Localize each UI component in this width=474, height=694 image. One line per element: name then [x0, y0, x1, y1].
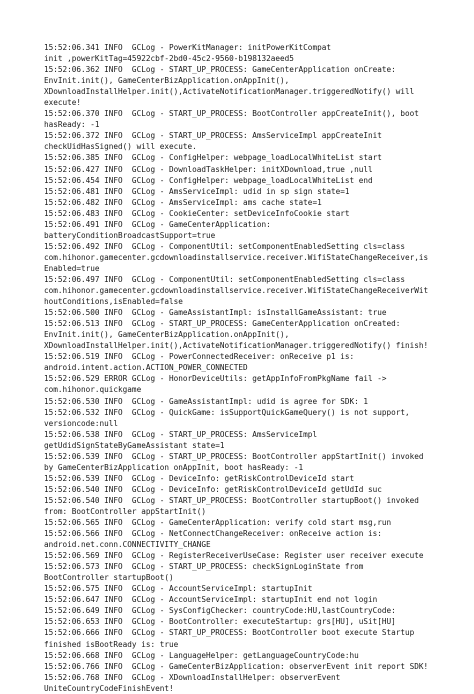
log-line: XDownloadInstallHelper.init(),ActivateNotificationManager.triggeredNotify() finish!	[44, 341, 429, 351]
log-line: 15:52:06.385 INFO GCLog - ConfigHelper: webpage_loadLocalWhiteList start	[44, 153, 382, 163]
log-line: 15:52:06.492 INFO GCLog - ComponentUtil: setComponentEnabledSetting cls=class	[44, 241, 406, 251]
log-line: 15:52:06.427 INFO GCLog - DownloadTaskHelper: initXDownload,true ,null	[44, 164, 373, 174]
log-line: 15:52:06.341 INFO GCLog - PowerKitManager: initPowerKitCompat	[44, 43, 331, 52]
log-line: 15:52:06.491 INFO GCLog - GameCenterApplication:	[44, 219, 271, 229]
log-line: 15:52:06.529 ERROR GCLog - HonorDeviceUtils: getAppInfoFromPkgName fail ->	[44, 374, 387, 384]
log-line: checkUidHasSigned() will execute.	[44, 142, 197, 152]
log-line: 15:52:06.565 INFO GCLog - GameCenterApplication: verify cold start msg,run	[44, 518, 392, 528]
log-line: 15:52:06.569 INFO GCLog - RegisterReceiverUseCase: Register user receiver execute	[44, 551, 424, 561]
log-line: versioncode:null	[44, 418, 119, 428]
log-line: com.hihonor.quickgame	[44, 385, 142, 395]
log-line: 15:52:06.482 INFO GCLog - AmsServiceImpl: ams cache state=1	[44, 197, 322, 207]
log-line: 15:52:06.666 INFO GCLog - START_UP_PROCESS: BootController boot execute Startup	[44, 628, 415, 638]
log-line: getUdidSignStateByGameAssistant state=1	[44, 440, 225, 450]
log-line: 15:52:06.647 INFO GCLog - AccountServiceImpl: startupInit end not login	[44, 595, 378, 605]
log-line: com.hihonor.gamecenter.gcdownloadinstallservice.receiver.WifiStateChangeReceiver,is	[44, 252, 429, 262]
log-line: EnvInit.init(), GameCenterBizApplication.onAppInit(),	[44, 76, 290, 86]
log-line: 15:52:06.372 INFO GCLog - START_UP_PROCESS: AmsServiceImpl appCreateInit	[44, 131, 382, 141]
log-line: android.intent.action.ACTION_POWER_CONNECTED	[44, 363, 248, 373]
log-line: Enabled=true	[44, 263, 100, 273]
log-line: 15:52:06.539 INFO GCLog - START_UP_PROCESS: BootController appStartInit() invoked	[44, 451, 424, 461]
log-line: 15:52:06.766 INFO GCLog - GameCenterBizApplication: observerEvent init report SDK!	[44, 661, 429, 671]
log-line: hasReady: -1	[44, 120, 100, 130]
log-line: houtConditions,isEnabled=false	[44, 297, 183, 307]
log-line: 15:52:06.370 INFO GCLog - START_UP_PROCESS: BootController appCreateInit(), boot	[44, 109, 419, 119]
log-line: XDownloadInstallHelper.init(),ActivateNotificationManager.triggeredNotify() will	[44, 87, 415, 97]
log-line: 15:52:06.539 INFO GCLog - DeviceInfo: getRiskControlDeviceId start	[44, 473, 355, 483]
log-text-block	[44, 42, 472, 694]
log-line: UniteCountryCodeFinishEvent!	[44, 683, 174, 693]
log-line: 15:52:06.362 INFO GCLog - START_UP_PROCESS: GameCenterApplication onCreate:	[44, 65, 396, 75]
log-line: EnvInit.init(), GameCenterBizApplication.onAppInit(),	[44, 330, 290, 340]
log-line: 15:52:06.513 INFO GCLog - START_UP_PROCESS: GameCenterApplication onCreated:	[44, 319, 401, 329]
log-line: com.hihonor.gamecenter.gcdownloadinstallservice.receiver.WifiStateChangeReceiverWit	[44, 286, 429, 296]
log-line: android.net.conn.CONNECTIVITY_CHANGE	[44, 540, 211, 550]
log-line: execute!	[44, 98, 82, 108]
log-line: 15:52:06.540 INFO GCLog - START_UP_PROCESS: BootController startupBoot() invoked	[44, 495, 419, 505]
log-line: 15:52:06.649 INFO GCLog - SysConfigChecker: countryCode:HU,lastCountryCode:	[44, 606, 396, 616]
log-line: 15:52:06.575 INFO GCLog - AccountServiceImpl: startupInit	[44, 584, 313, 594]
log-line: BootController startupBoot()	[44, 573, 174, 583]
log-line: 15:52:06.532 INFO GCLog - QuickGame: isSupportQuickGameQuery() is not support,	[44, 407, 410, 417]
log-line: 15:52:06.497 INFO GCLog - ComponentUtil: setComponentEnabledSetting cls=class	[44, 274, 406, 284]
log-line: 15:52:06.538 INFO GCLog - START_UP_PROCESS: AmsServiceImpl	[44, 429, 318, 439]
log-line: 15:52:06.668 INFO GCLog - LanguageHelper: getLanguageCountryCode:hu	[44, 650, 359, 660]
log-line: 15:52:06.768 INFO GCLog - XDownloadInstallHelper: observerEvent	[44, 672, 341, 682]
log-line: 15:52:06.573 INFO GCLog - START_UP_PROCESS: checkSignLoginState from	[44, 562, 364, 572]
log-line: 15:52:06.519 INFO GCLog - PowerConnectedReceiver: onReceive p1 is:	[44, 352, 355, 362]
log-line: 15:52:06.566 INFO GCLog - NetConnectChangeReceiver: onReceive action is:	[44, 529, 382, 539]
log-line: 15:52:06.454 INFO GCLog - ConfigHelper: webpage_loadLocalWhiteList end	[44, 175, 373, 185]
log-line: finished isBootReady is: true	[44, 639, 179, 649]
log-line: 15:52:06.540 INFO GCLog - DeviceInfo: getRiskControlDeviceId getUdId suc	[44, 484, 382, 494]
log-line: from: BootController appStartInit()	[44, 506, 206, 516]
log-line: 15:52:06.481 INFO GCLog - AmsServiceImpl: udid in sp sign state=1	[44, 186, 350, 196]
log-line: by GameCenterBizApplication onAppInit, boot hasReady: -1	[44, 462, 304, 472]
log-line: batteryConditionBroadcastSupport=true	[44, 230, 216, 240]
log-line: 15:52:06.530 INFO GCLog - GameAssistantImpl: udid is agree for SDK: 1	[44, 396, 368, 406]
log-line: 15:52:06.653 INFO GCLog - BootController: executeStartup: grs[HU], uSit[HU]	[44, 617, 396, 627]
log-line: 15:52:06.483 INFO GCLog - CookieCenter: setDeviceInfoCookie start	[44, 208, 350, 218]
log-line: 15:52:06.500 INFO GCLog - GameAssistantImpl: isInstallGameAssistant: true	[44, 308, 387, 318]
log-line: init ,powerKitTag=45922cbf-2bd0-45c2-9560-b198132aeed5	[44, 54, 294, 64]
